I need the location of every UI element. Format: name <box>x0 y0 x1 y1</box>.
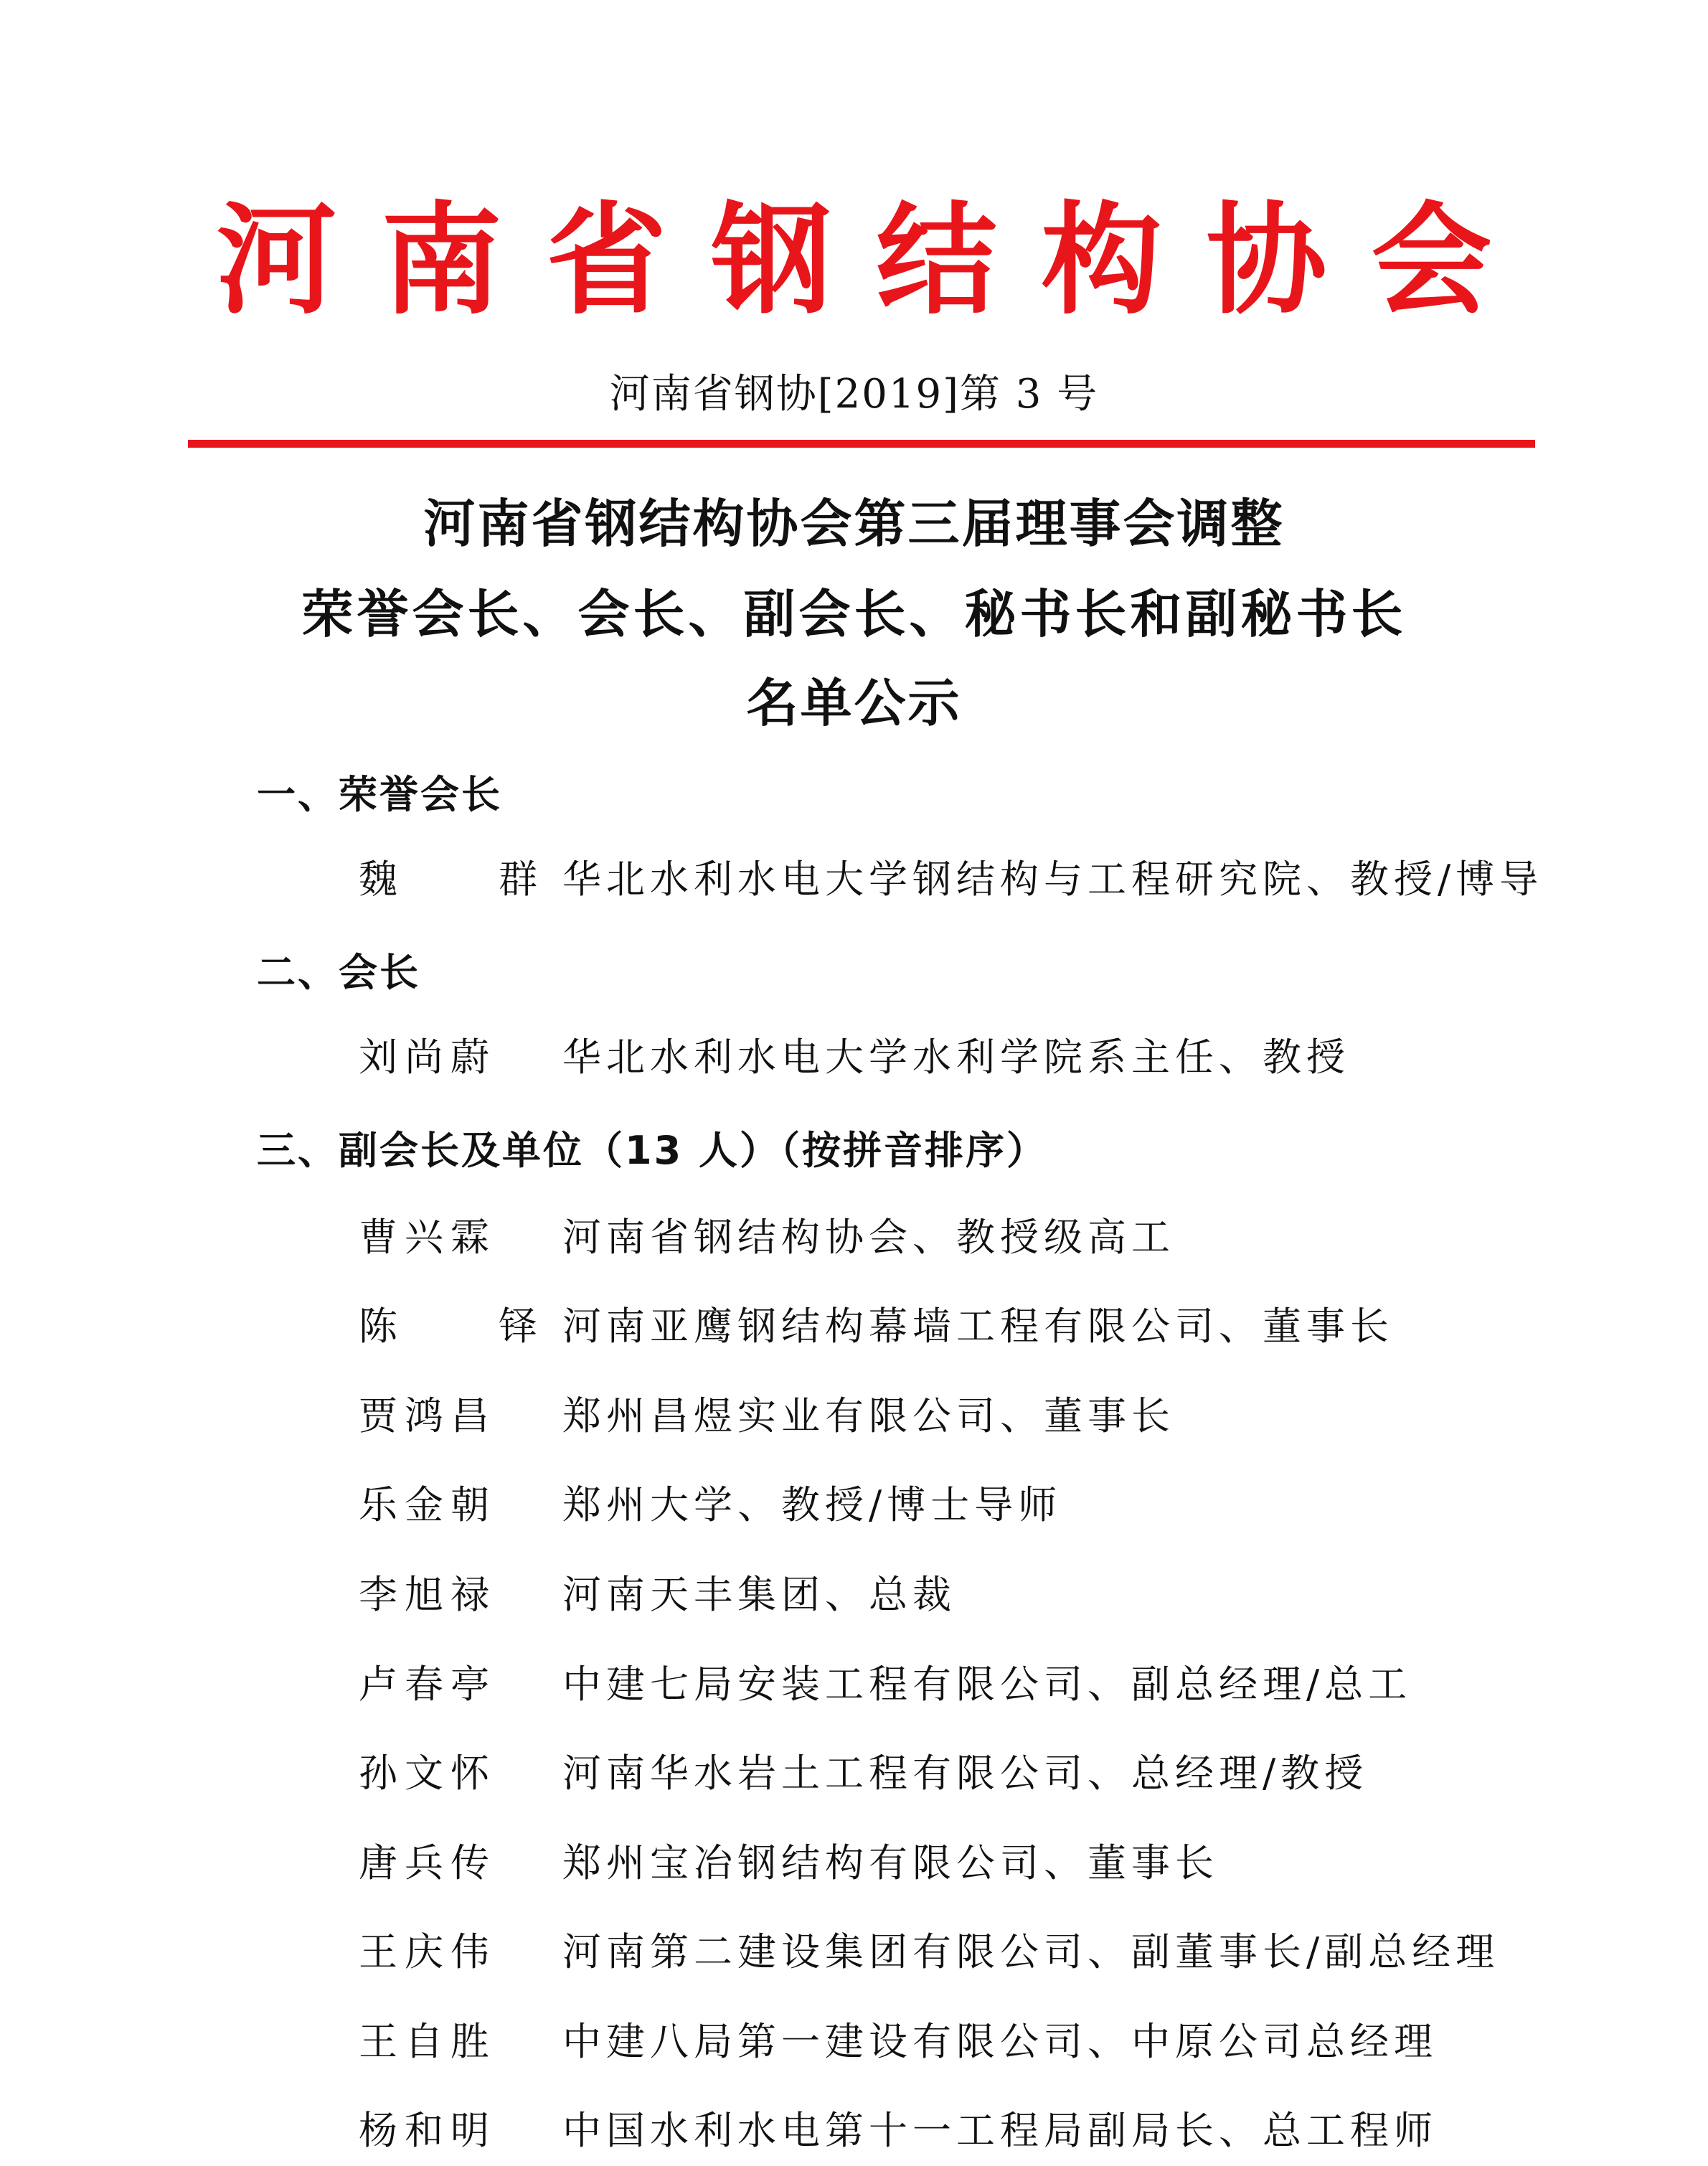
member-unit: 河南省钢结构协会、教授级高工 <box>562 1215 1175 1260</box>
member-name: 杨和明 <box>359 2108 496 2153</box>
member-row <box>0 1656 1708 1713</box>
member-unit: 华北水利水电大学钢结构与工程研究院、教授/博导 <box>562 857 1544 902</box>
member-name: 唐兵传 <box>359 1840 496 1885</box>
member-unit: 河南第二建设集团有限公司、副董事长/副总经理 <box>562 1929 1500 1974</box>
red-divider-rule <box>188 440 1535 448</box>
member-row <box>0 1477 1708 1534</box>
member-unit: 河南亚鹰钢结构幕墙工程有限公司、董事长 <box>562 1304 1394 1349</box>
document-number: 河南省钢协[2019]第 3 号 <box>609 371 1099 418</box>
member-name: 贾鸿昌 <box>359 1393 496 1438</box>
member-unit: 中建七局安装工程有限公司、副总经理/总工 <box>562 1662 1412 1707</box>
member-unit: 河南华水岩土工程有限公司、总经理/教授 <box>562 1751 1369 1796</box>
member-row <box>0 1298 1708 1355</box>
member-name: 曹兴霖 <box>359 1215 496 1260</box>
member-unit: 中国水利水电第十一工程局副局长、总工程师 <box>562 2108 1438 2153</box>
member-row <box>0 1388 1708 1445</box>
member-unit: 郑州昌煜实业有限公司、董事长 <box>562 1393 1175 1438</box>
member-name: 刘尚蔚 <box>359 1035 496 1080</box>
member-name: 李旭禄 <box>359 1572 496 1617</box>
member-row <box>0 1745 1708 1802</box>
member-name: 卢春亭 <box>359 1662 496 1707</box>
member-name: 乐金朝 <box>359 1482 496 1527</box>
member-row <box>0 851 1708 908</box>
member-row <box>0 2102 1708 2160</box>
member-unit: 郑州大学、教授/博士导师 <box>562 1482 1062 1527</box>
member-row <box>0 1566 1708 1624</box>
member-name: 王自胜 <box>359 2019 496 2064</box>
member-unit: 中建八局第一建设有限公司、中原公司总经理 <box>562 2019 1438 2064</box>
member-unit: 郑州宝冶钢结构有限公司、董事长 <box>562 1840 1219 1885</box>
member-name: 陈 铎 <box>359 1304 582 1349</box>
title-line-1: 河南省钢结构协会第三届理事会调整 <box>423 494 1285 554</box>
member-unit: 河南天丰集团、总裁 <box>562 1572 956 1617</box>
title-line-3: 名单公示 <box>746 673 962 733</box>
title-line-2: 荣誉会长、会长、副会长、秘书长和副秘书长 <box>301 584 1407 644</box>
member-row <box>0 1029 1708 1086</box>
member-row <box>0 1923 1708 1981</box>
member-row <box>0 1835 1708 1892</box>
section-heading-president: 二、会长 <box>257 950 420 995</box>
member-row <box>0 2013 1708 2071</box>
section-heading-honorary-president: 一、荣誉会长 <box>257 772 502 817</box>
member-unit: 华北水利水电大学水利学院系主任、教授 <box>562 1035 1350 1080</box>
member-name: 魏 群 <box>359 857 582 902</box>
member-name: 王庆伟 <box>359 1929 496 1974</box>
member-row <box>0 1209 1708 1266</box>
member-name: 孙文怀 <box>359 1751 496 1796</box>
section-heading-vice-presidents: 三、副会长及单位（13 人）（按拼音排序） <box>257 1128 1047 1173</box>
issuer-masthead: 河南省钢结构协会 <box>216 190 1537 331</box>
